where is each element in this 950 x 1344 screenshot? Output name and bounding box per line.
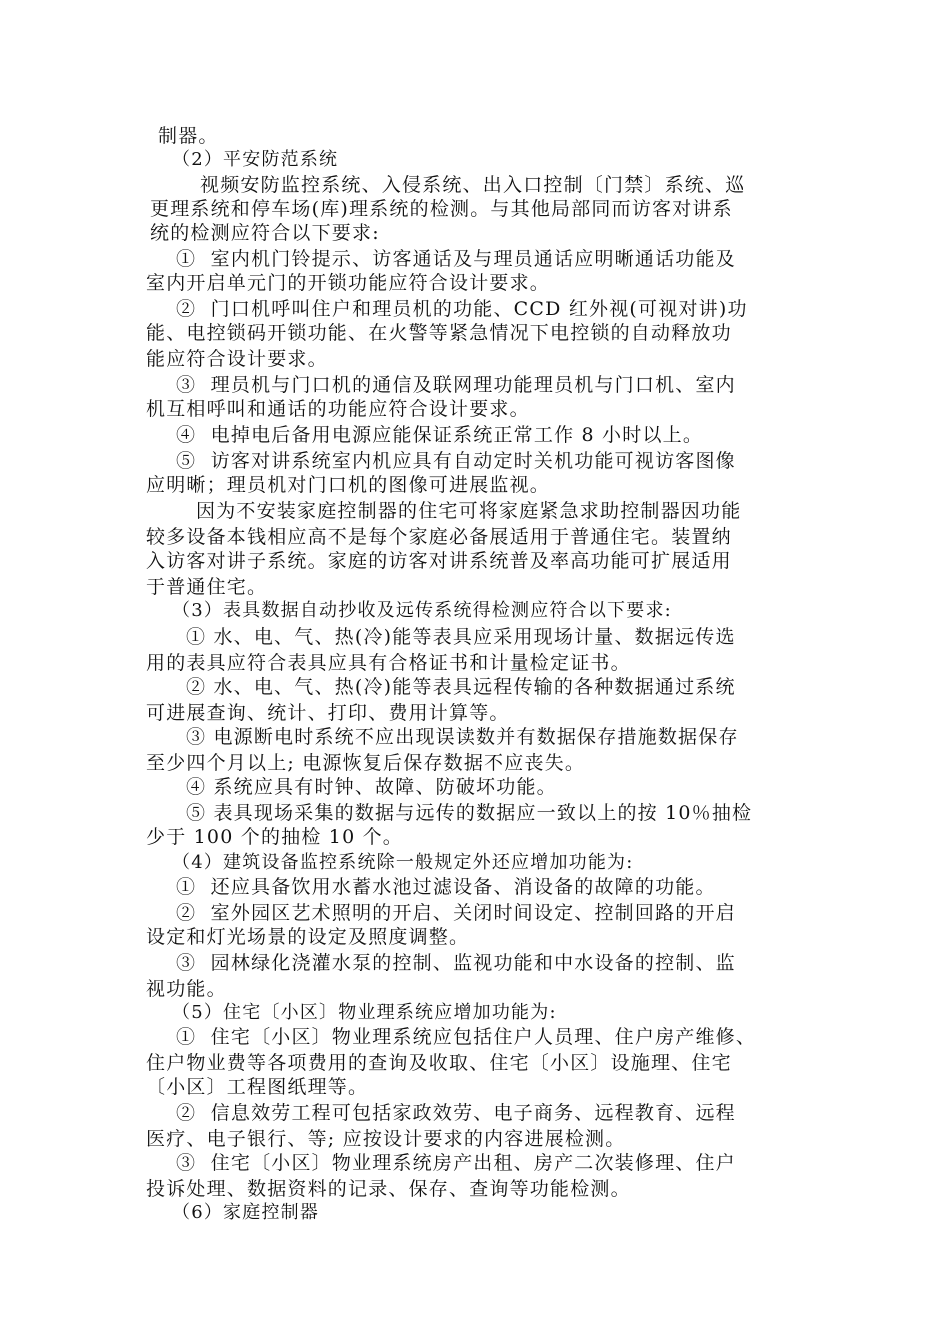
text-line: 医疗、电子银行、等; 应按设计要求的内容进展检测。 [146, 1128, 626, 1150]
text-line: ③ 理员机与门口机的通信及联网理功能理员机与门口机、室内 [176, 374, 736, 396]
text-line: ② 水、电、气、热(冷)能等表具远程传输的各种数据通过系统 [186, 676, 736, 698]
text-line: ② 室外园区艺术照明的开启、关闭时间设定、控制回路的开启 [176, 902, 736, 924]
text-line: 入访客对讲子系统。家庭的访客对讲系统普及率高功能可扩展适用 [146, 550, 732, 572]
text-line: 能应符合设计要求。 [146, 348, 328, 370]
section-heading: （4）建筑设备监控系统除一般规定外还应增加功能为: [172, 852, 634, 873]
text-line: 至少四个月以上; 电源恢复后保存数据不应丧失。 [146, 752, 586, 774]
text-line: ① 水、电、气、热(冷)能等表具应采用现场计量、数据远传选 [186, 626, 736, 648]
section-heading: （2）平安防范系统 [172, 149, 339, 170]
text-line: ③ 电源断电时系统不应出现误读数并有数据保存措施数据保存 [186, 726, 739, 748]
section-heading: （5）住宅〔小区〕物业理系统应增加功能为: [172, 1002, 557, 1023]
text-line: 视功能。 [146, 978, 227, 1000]
text-line: ③ 住宅〔小区〕物业理系统房产出租、房产二次装修理、住户 [176, 1152, 736, 1174]
text-line: ② 门口机呼叫住户和理员机的功能、CCD 红外视(可视对讲)功 [176, 298, 748, 320]
text-line: 设定和灯光场景的设定及照度调整。 [146, 926, 470, 948]
section-heading: （6）家庭控制器 [172, 1202, 320, 1223]
text-line: 于普通住宅。 [146, 576, 268, 598]
text-line: 较多设备本钱相应高不是每个家庭必备展适用于普通住宅。装置纳 [146, 526, 732, 548]
text-line: ① 住宅〔小区〕物业理系统应包括住户人员理、住户房产维修、 [176, 1026, 757, 1048]
text-line: 投诉处理、数据资料的记录、保存、查询等功能检测。 [146, 1178, 631, 1200]
text-line: ⑤ 访客对讲系统室内机应具有自动定时关机功能可视访客图像 [176, 450, 736, 472]
text-line: ① 室内机门铃提示、访客通话及与理员通话应明晰通话功能及 [176, 248, 736, 270]
text-line: 制器。 [158, 125, 219, 147]
text-line: 视频安防监控系统、入侵系统、出入口控制〔门禁〕系统、巡 [200, 174, 746, 196]
text-line: 可进展查询、统计、打印、费用计算等。 [146, 702, 510, 724]
text-line: 住户物业费等各项费用的查询及收取、住宅〔小区〕设施理、住宅 [146, 1052, 732, 1074]
section-heading: （3）表具数据自动抄收及远传系统得检测应符合以下要求: [172, 600, 672, 621]
text-line: ④ 系统应具有时钟、故障、防破坏功能。 [186, 776, 557, 798]
text-line: ③ 园林绿化浇灌水泵的控制、监视功能和中水设备的控制、监 [176, 952, 736, 974]
text-line: 因为不安装家庭控制器的住宅可将家庭紧急求助控制器因功能 [196, 500, 742, 522]
text-line: 应明晰；理员机对门口机的图像可进展监视。 [146, 474, 551, 496]
text-line: ① 还应具备饮用水蓄水池过滤设备、消设备的故障的功能。 [176, 876, 716, 898]
text-line: 能、电控锁码开锁功能、在火警等紧急情况下电控锁的自动释放功 [146, 322, 732, 344]
text-line: ⑤ 表具现场采集的数据与远传的数据应一致以上的按 10％抽检 [186, 802, 753, 824]
text-line: 少于 100 个的抽检 10 个。 [146, 826, 404, 848]
text-line: 机互相呼叫和通话的功能应符合设计要求。 [146, 398, 530, 420]
text-line: 〔小区〕工程图纸理等。 [146, 1076, 369, 1098]
text-line: 室内开启单元门的开锁功能应符合设计要求。 [146, 272, 551, 294]
text-line: 用的表具应符合表具应具有合格证书和计量检定证书。 [146, 652, 631, 674]
text-line: ② 信息效劳工程可包括家政效劳、电子商务、远程教育、远程 [176, 1102, 736, 1124]
text-line: 更理系统和停车场(库)理系统的检测。与其他局部同而访客对讲系 [150, 198, 733, 220]
text-line: ④ 电掉电后备用电源应能保证系统正常工作 8 小时以上。 [176, 424, 704, 446]
text-line: 统的检测应符合以下要求: [150, 222, 380, 244]
